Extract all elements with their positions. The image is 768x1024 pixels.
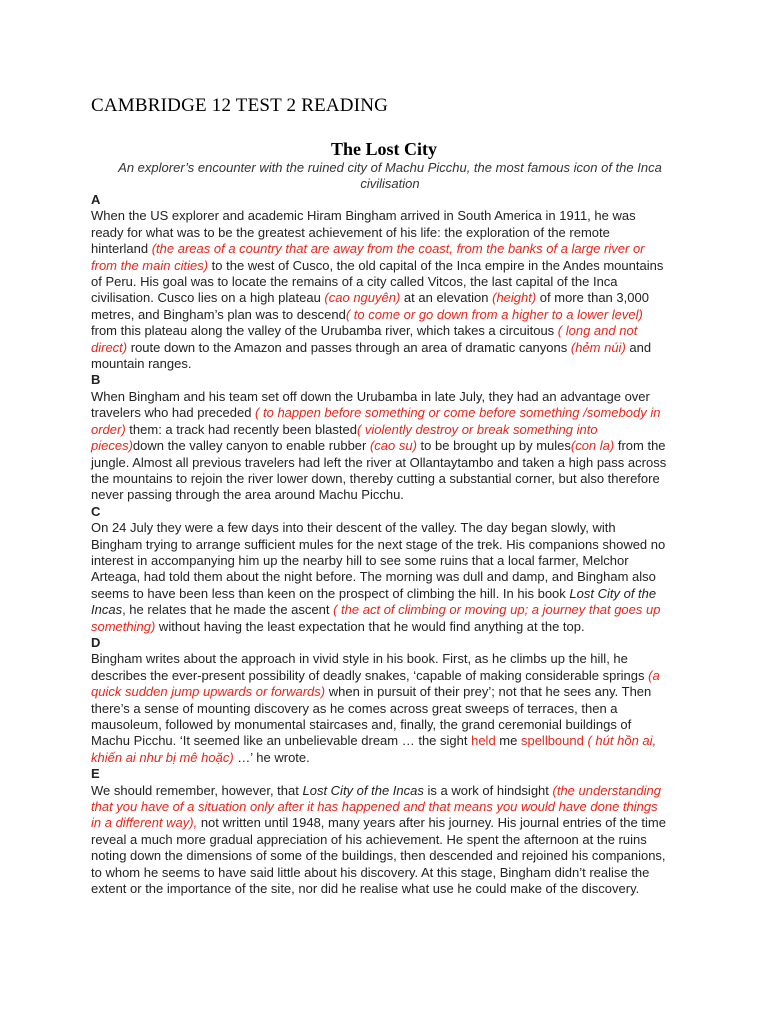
section-paragraph-d	[91, 651, 669, 766]
section-letter-b: B	[91, 372, 101, 388]
paragraph-text: when in pursuit of their prey’; not that he sees any. Then there’s a sense of mounting discovery as he comes across great sweeps of terraces, then a mausoleum, followed by monumental staircases and, finally, the grand ceremonial buildings of Machu Picchu. ‘It seemed like an unbelievable dream … the sight	[91, 684, 652, 749]
gloss-annotation: ( the act of climbing or moving up; a journey that goes up something)	[91, 602, 661, 634]
paragraph-text: them: a track had recently been blasted	[125, 421, 357, 437]
article-subtitle: An explorer’s encounter with the ruined city of Machu Picchu, the most famous icon of the Inca civilisation	[118, 160, 662, 192]
highlighted-word: held	[471, 733, 496, 749]
paragraph-text: not written until 1948, many years after his journey. His journal entries of the time reveal a much more gradual appreciation of his achievement. He spent the afternoon at the ruins noting down the dimensions of some of the buildings, then descended and rejoined his companions, to whom he seems to have said little about his discovery. At this stage, Bingham didn’t realise the extent or the importance of the site, nor did he realise what use he could make of the discovery.	[91, 815, 666, 897]
paragraph-text: and mountain ranges.	[91, 339, 652, 372]
paragraph-text: …’ he wrote.	[233, 749, 310, 765]
gloss-annotation: (a quick sudden jump upwards or forwards)	[91, 667, 660, 700]
paragraph-text: without having the least expectation that he would find anything at the top.	[155, 618, 585, 634]
section-paragraph-e	[91, 783, 669, 898]
gloss-annotation: ( violently destroy or break something into pieces)	[91, 421, 598, 454]
paragraph-text: route down to the Amazon and passes through an area of dramatic canyons	[127, 339, 571, 355]
section-paragraph-a	[91, 208, 669, 372]
paragraph-text: to be brought up by mules	[416, 438, 571, 454]
paragraph-text: On 24 July they were a few days into their descent of the valley. The day began slowly, with Bingham trying to arrange sufficient mules for the next stage of the trek. His companions showed no interest in accompanying him up the nearby hill to see some ruins that a local farmer, Melchor Arteaga, had told them about the night before. The morning was dull and damp, and Bingham also seems to have been less than keen on the prospect of climbing the hill. In his book	[91, 520, 666, 601]
book-title: Lost City of the Incas	[302, 782, 424, 798]
gloss-annotation: ( to come or go down from a higher to a lower level)	[345, 306, 643, 322]
document-heading: CAMBRIDGE 12 TEST 2 READING	[91, 95, 389, 116]
gloss-annotation: ( hút hồn ai, khiến ai như bị mê hoặc)	[91, 733, 657, 765]
book-title: Lost City of the Incas	[91, 585, 657, 618]
paragraph-text: from the jungle. Almost all previous travelers had left the river at Ollantaytambo and taken a high pass across the mountains to rejoin the river lower down, thereby cutting a substantial corner, but also therefore never passing through the area around Machu Picchu.	[91, 438, 667, 503]
gloss-annotation: (cao su)	[369, 438, 417, 454]
section-letter-e: E	[91, 766, 100, 782]
paragraph-text: at an elevation	[400, 290, 493, 306]
section-paragraph-c	[91, 520, 669, 635]
highlighted-word: spellbound	[520, 733, 584, 749]
gloss-annotation: (cao nguyên)	[324, 290, 401, 306]
gloss-annotation: (con la)	[570, 438, 615, 454]
gloss-annotation: ( long and not direct)	[91, 323, 638, 355]
section-letter-a: A	[91, 192, 101, 207]
paragraph-text: , he relates that he made the ascent	[122, 602, 334, 618]
section-letter-d: D	[91, 634, 101, 650]
paragraph-text: to the west of Cusco, the old capital of the Inca empire in the Andes mountains of Peru. His goal was to locate the remains of a city called Vitcos, the last capital of the Inca civilisation. Cusco lies on a high plateau	[91, 257, 664, 306]
paragraph-text: of more than 3,000 metres, and Bingham’s plan was to descend	[91, 290, 649, 322]
gloss-annotation: (height)	[492, 290, 537, 306]
section-letter-c: C	[91, 503, 101, 519]
paragraph-text: We should remember, however, that	[91, 782, 303, 798]
gloss-annotation: (the areas of a country that are away from the coast, from the banks of a large river or from the main cities)	[91, 241, 645, 273]
paragraph-text: Bingham writes about the approach in vivid style in his book. First, as he climbs up the hill, he describes the ever-present possibility of deadly snakes, ‘capable of making considerable springs	[91, 651, 649, 683]
paragraph-text: from this plateau along the valley of the Urubamba river, which takes a circuitous	[91, 323, 558, 339]
paragraph-text: is a work of hindsight	[423, 782, 553, 798]
section-paragraph-b	[91, 389, 669, 504]
paragraph-text: When Bingham and his team set off down the Urubamba in late July, they had an advantage over travelers who had preceded	[91, 388, 650, 421]
gloss-annotation: ( to happen before something or come before something /somebody in order)	[91, 405, 661, 437]
gloss-annotation: (hẻm núi)	[570, 339, 626, 355]
paragraph-text: When the US explorer and academic Hiram Bingham arrived in South America in 1911, he was ready for what was to be the greatest achievement of his life: the exploration of the remote hinterland	[91, 208, 636, 257]
paragraph-text: down the valley canyon to enable rubber	[132, 438, 370, 454]
paragraph-text: me	[495, 733, 521, 749]
gloss-annotation: (the understanding that you have of a situation only after it has happened and that means you would have done things in a different way),	[91, 782, 661, 831]
article-body	[91, 192, 669, 897]
article-title: The Lost City	[330, 139, 437, 159]
